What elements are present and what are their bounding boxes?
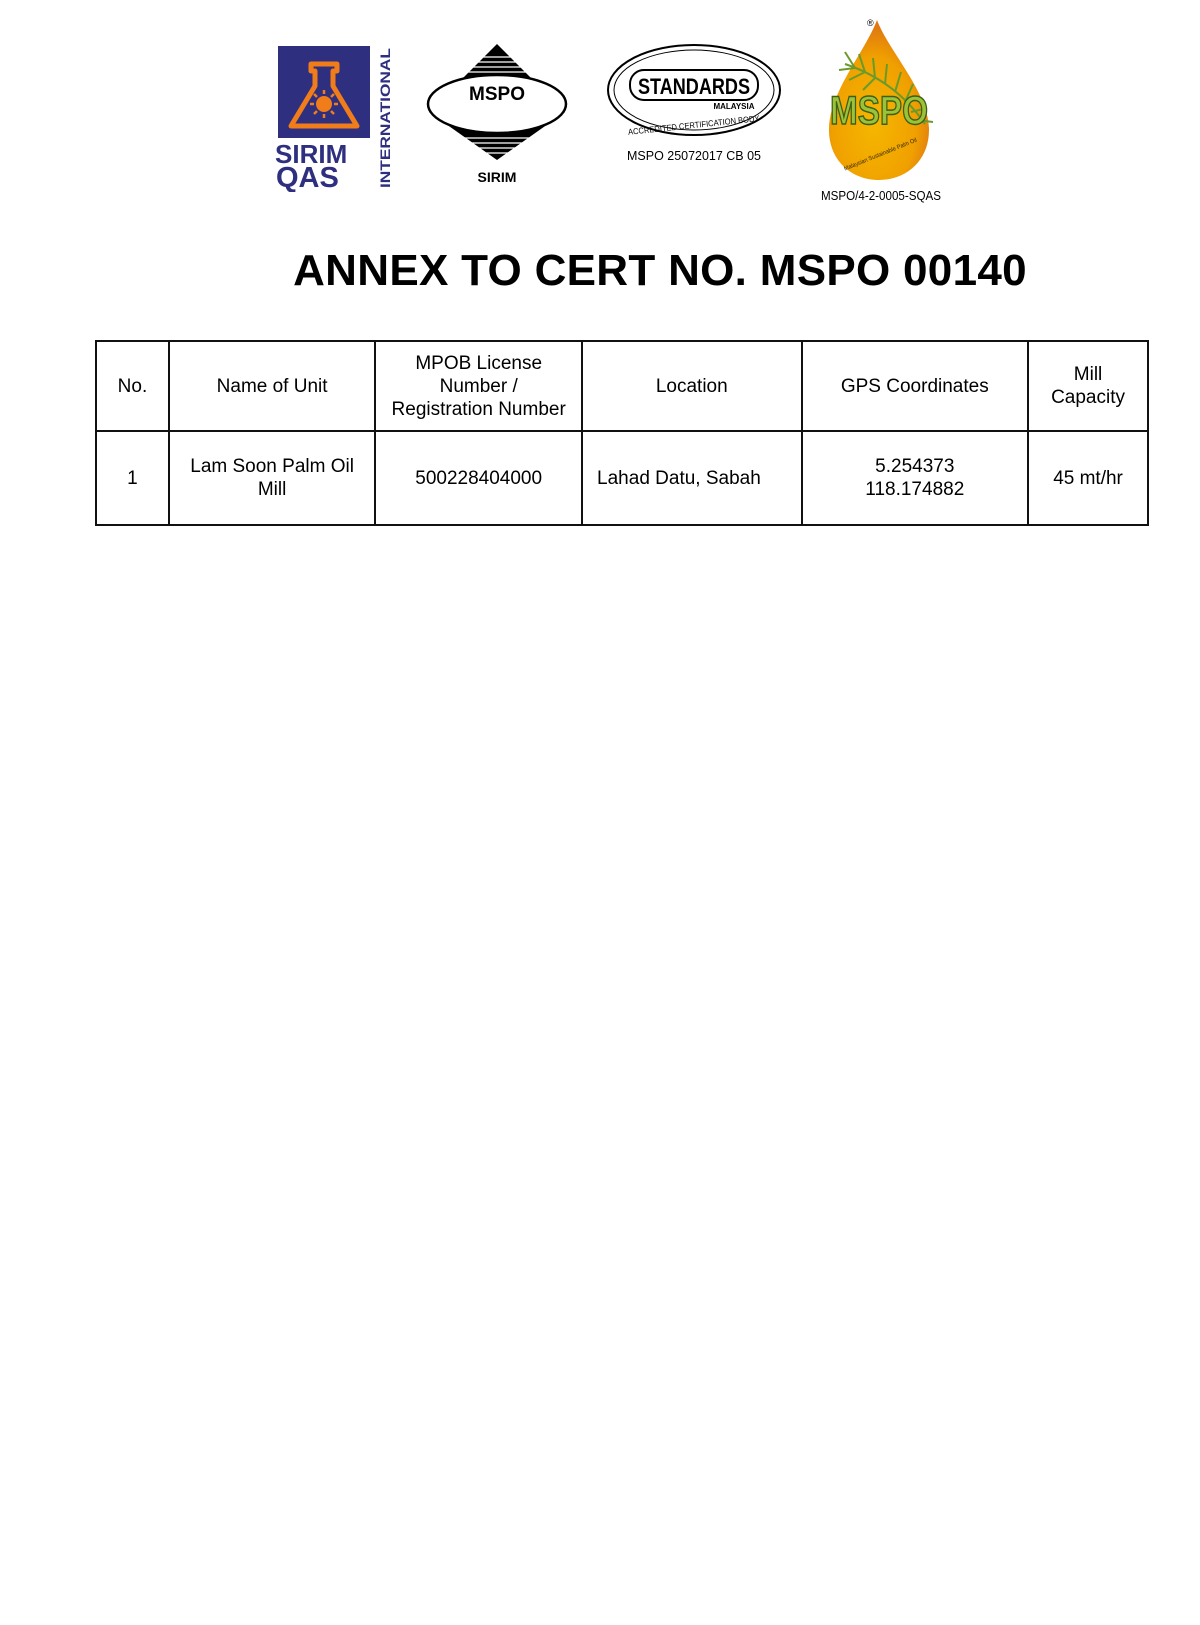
header-license-line: Registration Number — [391, 398, 566, 420]
cell-gps — [802, 431, 1029, 525]
cell-unit-line: Lam Soon Palm Oil — [190, 456, 354, 477]
cell-gps-longitude: 118.174882 — [865, 479, 965, 500]
header-license-line: MPOB License — [415, 352, 543, 374]
mspo-sirim-logo — [423, 42, 571, 188]
sirim-qas-logo — [275, 44, 393, 192]
mspo-drop-text: MSPO — [830, 89, 928, 133]
cell-unit-line: Mill — [257, 479, 287, 500]
header-location: Location — [582, 341, 801, 431]
accredited-text: ACCREDITED CERTIFICATION BODY — [627, 111, 777, 137]
table-row — [96, 431, 1148, 525]
header-license — [375, 341, 582, 431]
header-capacity-line: Capacity — [1051, 387, 1125, 408]
cell-gps-latitude: 5.254373 — [875, 456, 955, 477]
table-header-row — [96, 341, 1148, 431]
header-no: No. — [96, 341, 169, 431]
document-title: ANNEX TO CERT NO. MSPO 00140 — [293, 246, 1027, 295]
standards-caption: MSPO 25072017 CB 05 — [627, 148, 761, 163]
sirim-caption: SIRIM — [477, 169, 517, 185]
standards-malaysia-logo — [604, 42, 784, 170]
header-capacity — [1028, 341, 1148, 431]
annex-table — [95, 340, 1149, 526]
malaysia-text: MALAYSIA — [713, 102, 755, 111]
standards-text: STANDARDS — [638, 74, 750, 99]
mspo-drop-logo — [815, 12, 965, 204]
header-license-line: Number / — [439, 375, 518, 397]
mspo-tagline: Malaysian Sustainable Palm Oil — [843, 135, 924, 173]
mspo-badge-text: MSPO — [469, 84, 525, 105]
mspo-drop-caption: MSPO/4-2-0005-SQAS — [821, 188, 942, 203]
registered-mark: ® — [867, 18, 874, 28]
cell-capacity: 45 mt/hr — [1028, 431, 1148, 525]
cell-no: 1 — [96, 431, 169, 525]
header-name-of-unit: Name of Unit — [169, 341, 375, 431]
international-text: INTERNATIONAL — [377, 74, 393, 188]
sirim-text: SIRIM — [275, 139, 348, 169]
header-gps: GPS Coordinates — [802, 341, 1029, 431]
qas-text: QAS — [276, 162, 339, 192]
cell-name-of-unit — [169, 431, 375, 525]
header-capacity-line: Mill — [1073, 364, 1103, 385]
cell-license: 500228404000 — [375, 431, 582, 525]
logo-strip — [0, 0, 1200, 220]
cell-location: Lahad Datu, Sabah — [582, 431, 801, 525]
